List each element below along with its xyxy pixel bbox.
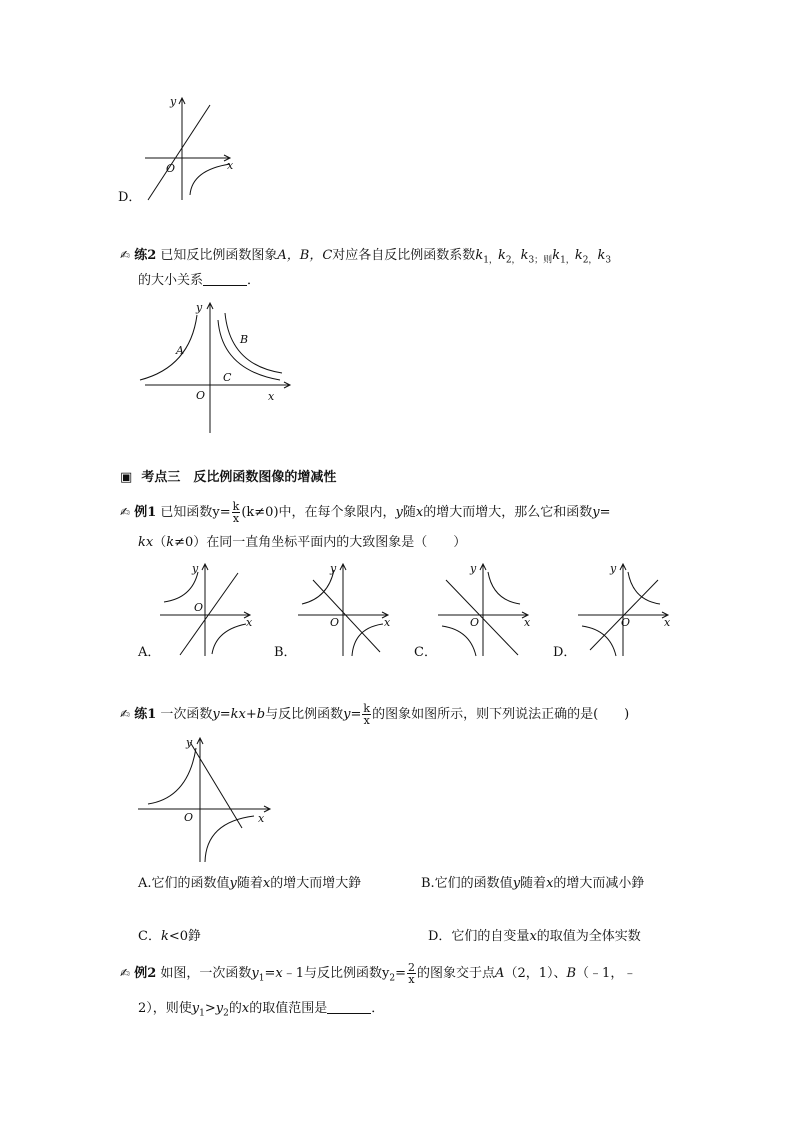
example-2-line1 bbox=[120, 962, 636, 987]
text: k bbox=[597, 248, 606, 263]
text: A，B，C bbox=[277, 248, 333, 263]
fraction-k-over-x bbox=[362, 703, 371, 726]
origin-label: O bbox=[194, 601, 204, 614]
text: B.它们的函数值 bbox=[421, 876, 513, 891]
answer-blank[interactable] bbox=[203, 273, 247, 286]
text: y bbox=[343, 707, 351, 722]
origin-label: O bbox=[184, 811, 194, 824]
text: x bbox=[415, 505, 424, 520]
section-title: 考点三 反比例函数图像的增减性 bbox=[141, 470, 337, 485]
text: A bbox=[495, 966, 505, 981]
origin-label: O bbox=[330, 616, 340, 629]
text: 1， bbox=[483, 255, 498, 266]
text: 的取值范围是 bbox=[249, 1001, 328, 1016]
text: = bbox=[219, 707, 231, 722]
answer-option-c[interactable] bbox=[138, 929, 201, 945]
axis-y-label: y bbox=[470, 562, 477, 575]
graph-practice-2 bbox=[130, 295, 300, 435]
text: 随 bbox=[402, 505, 416, 520]
text: k bbox=[520, 248, 529, 263]
text: 的取值为全体实数 bbox=[536, 929, 641, 944]
text: 的 bbox=[228, 1001, 242, 1016]
text: = bbox=[599, 505, 611, 520]
graph-example-1-b bbox=[288, 558, 398, 658]
pencil-icon: ✍ bbox=[120, 248, 131, 262]
text: 的增大而减小錚 bbox=[553, 876, 645, 891]
text: ≠0）在同一直角坐标平面内的大致图象是（ ） bbox=[174, 535, 467, 550]
option-a[interactable]: A． bbox=[138, 645, 161, 660]
frac-num: 2 bbox=[408, 961, 416, 974]
graph-practice-1 bbox=[130, 732, 280, 872]
axis-x-label: x bbox=[524, 616, 531, 629]
axis-x-label: x bbox=[268, 390, 275, 403]
text: y bbox=[251, 966, 259, 981]
curve-b-label: B bbox=[240, 333, 249, 346]
practice-1-label: 练1 bbox=[134, 707, 157, 722]
text: x bbox=[529, 929, 537, 944]
origin-label: O bbox=[621, 616, 631, 629]
curve-a-label: A bbox=[176, 344, 184, 357]
text: ． bbox=[247, 273, 261, 288]
fraction-k-over-x bbox=[232, 501, 241, 524]
text: x bbox=[241, 1001, 250, 1016]
option-d[interactable]: D． bbox=[553, 645, 577, 660]
section-heading bbox=[120, 470, 336, 486]
option-b[interactable]: B． bbox=[274, 645, 297, 660]
fraction-2-over-x bbox=[407, 962, 416, 985]
text: A.它们的函数值 bbox=[138, 876, 230, 891]
text: 的图象交于点 bbox=[417, 966, 496, 981]
text: 3；则 bbox=[528, 255, 553, 266]
graph-example-1-c bbox=[428, 558, 538, 658]
example-1-label: 例1 bbox=[134, 505, 157, 520]
text: 的图象如图所示，则下列说法正确的是( ) bbox=[372, 707, 630, 722]
axis-y-label: y bbox=[330, 562, 337, 575]
text: k bbox=[497, 248, 506, 263]
example-1-line1 bbox=[120, 501, 611, 524]
example-2-label: 例2 bbox=[134, 966, 157, 981]
axis-y-label: y bbox=[610, 562, 617, 575]
axis-y-label: y bbox=[170, 95, 177, 108]
text: 1 bbox=[199, 1008, 205, 1019]
practice-1-line1 bbox=[120, 703, 629, 726]
practice-2-label: 练2 bbox=[134, 248, 157, 263]
text: (k≠0)中，在每个象限内， bbox=[241, 505, 396, 520]
pencil-icon: ✍ bbox=[120, 505, 131, 519]
text: k bbox=[166, 535, 175, 550]
frac-den: x bbox=[363, 714, 370, 727]
text: （ bbox=[153, 535, 167, 550]
axis-y-label: y bbox=[186, 736, 193, 749]
text: = bbox=[264, 966, 276, 981]
text: 随着 bbox=[236, 876, 263, 891]
text: 2），则使 bbox=[138, 1001, 192, 1016]
graph-example-1-d bbox=[568, 558, 678, 658]
text: 2 bbox=[223, 1008, 229, 1019]
text: x bbox=[546, 876, 554, 891]
curve-c-label: C bbox=[223, 371, 232, 384]
example-2-line2 bbox=[138, 1001, 384, 1022]
frac-den: x bbox=[232, 512, 240, 525]
text: y bbox=[382, 966, 390, 981]
text: y bbox=[592, 505, 600, 520]
text: y bbox=[229, 876, 237, 891]
axis-x-label: x bbox=[664, 616, 671, 629]
answer-option-a[interactable] bbox=[138, 876, 361, 892]
frac-den: x bbox=[408, 973, 415, 986]
origin-label: O bbox=[166, 162, 176, 175]
text: C． bbox=[138, 929, 161, 944]
option-c[interactable]: C． bbox=[414, 645, 437, 660]
text: = bbox=[395, 966, 407, 981]
frac-num: k bbox=[232, 500, 240, 513]
axis-y-label: y bbox=[196, 301, 203, 314]
graph-example-1-a bbox=[150, 558, 260, 658]
text: 已知反比例函数图象 bbox=[160, 248, 278, 263]
text: k bbox=[475, 248, 484, 263]
text: ﹣1与反比例函数 bbox=[282, 966, 383, 981]
axis-y-label: y bbox=[192, 562, 199, 575]
answer-option-b[interactable] bbox=[421, 876, 644, 892]
text: 2， bbox=[582, 255, 598, 266]
text: k bbox=[552, 248, 561, 263]
practice-2-line1 bbox=[120, 247, 611, 269]
text: 2， bbox=[505, 255, 521, 266]
axis-x-label: x bbox=[227, 159, 234, 172]
text: 1 bbox=[258, 973, 265, 984]
text: 一次函数 bbox=[160, 707, 213, 722]
text: （2，1）、 bbox=[504, 966, 567, 981]
text: 已知函数 bbox=[160, 505, 213, 520]
text: y= bbox=[212, 505, 231, 520]
text: 3 bbox=[605, 255, 612, 266]
answer-option-d[interactable] bbox=[428, 929, 641, 945]
text: = bbox=[350, 707, 362, 722]
text: 对应各自反比例函数系数 bbox=[332, 248, 476, 263]
origin-label: O bbox=[470, 616, 480, 629]
text: y bbox=[395, 505, 403, 520]
graph-option-d-top bbox=[130, 90, 250, 205]
axis-x-label: x bbox=[384, 616, 391, 629]
section-icon: ▣ bbox=[120, 470, 133, 485]
text: y bbox=[512, 876, 521, 891]
text: kx bbox=[138, 535, 154, 550]
text: k bbox=[160, 929, 169, 944]
text: 的大小关系 bbox=[138, 273, 204, 288]
pencil-icon: ✍ bbox=[120, 707, 131, 721]
text: y bbox=[212, 707, 220, 722]
text: x bbox=[262, 876, 271, 891]
pencil-icon: ✍ bbox=[120, 966, 131, 980]
frac-num: k bbox=[363, 702, 371, 715]
example-1-line2 bbox=[138, 535, 466, 551]
text: 2 bbox=[389, 973, 396, 984]
text: 如图，一次函数 bbox=[160, 966, 252, 981]
text: 1， bbox=[560, 255, 575, 266]
text: k bbox=[574, 248, 583, 263]
text: > bbox=[204, 1001, 216, 1016]
text: 随着 bbox=[520, 876, 547, 891]
text: 的增大而增大，那么它和函数 bbox=[423, 505, 593, 520]
answer-blank[interactable] bbox=[327, 1001, 371, 1014]
text: B bbox=[566, 966, 577, 981]
text: y bbox=[215, 1001, 224, 1016]
text: （﹣1，﹣ bbox=[576, 966, 637, 981]
text: ． bbox=[371, 1001, 385, 1016]
text: x bbox=[275, 966, 283, 981]
text: kx+b bbox=[230, 707, 266, 722]
origin-label: O bbox=[196, 389, 206, 402]
text: <0錚 bbox=[168, 929, 202, 944]
axis-x-label: x bbox=[246, 616, 253, 629]
text: 与反比例函数 bbox=[265, 707, 344, 722]
text: D．它们的自变量 bbox=[428, 929, 530, 944]
axis-x-label: x bbox=[258, 812, 265, 825]
option-d-label: D． bbox=[118, 190, 142, 205]
text: 的增大而增大錚 bbox=[270, 876, 362, 891]
practice-2-line2 bbox=[138, 273, 260, 289]
text: y bbox=[191, 1001, 200, 1016]
